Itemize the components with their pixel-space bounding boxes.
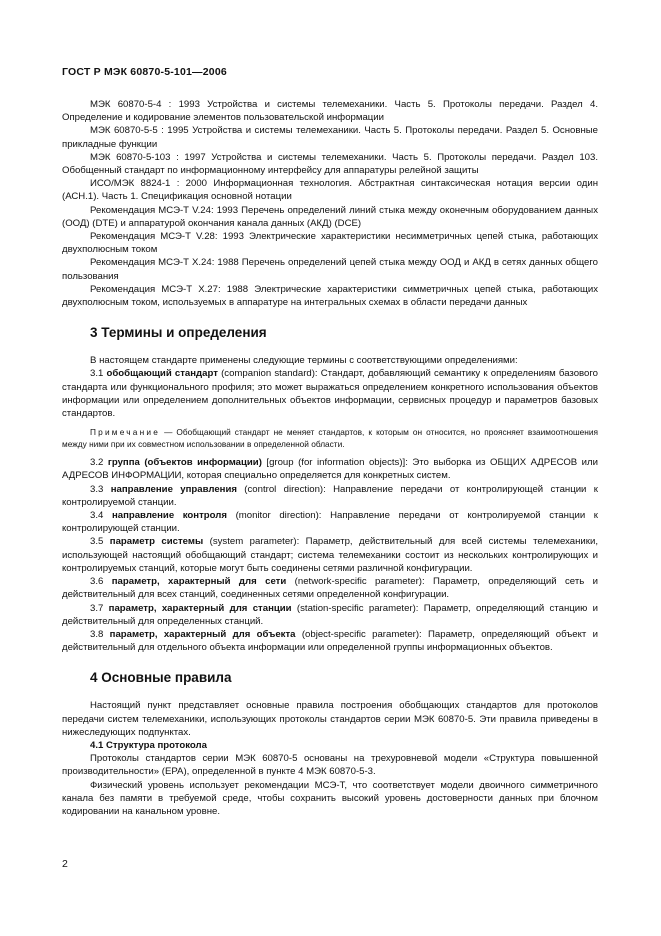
definition-term: направление управления xyxy=(110,483,237,495)
reference-item: МЭК 60870-5-4 : 1993 Устройства и системы телемеханики. Часть 5. Протоколы передачи. Раздел 4. Определение и кодирование элементов пользовательской информации xyxy=(62,99,598,124)
definition-3-8 xyxy=(62,628,598,654)
section-3-heading: 3 Термины и определения xyxy=(90,325,267,341)
definition-term: обобщающий стандарт xyxy=(106,368,218,380)
definition-term: параметр системы xyxy=(109,536,204,548)
definition-text: (monitor direction): Направление передачи от контролируемой станции к контролирующей станции. xyxy=(62,510,598,535)
definition-number: 3.8 xyxy=(90,628,110,640)
definition-term: параметр, характерный для объекта xyxy=(109,628,296,640)
reference-item: МЭК 60870-5-5 : 1995 Устройства и системы телемеханики. Часть 5. Протоколы передачи. Раздел 5. Основные прикладные функции xyxy=(62,125,598,150)
subsection-4-1-heading: 4.1 Структура протокола xyxy=(90,739,207,751)
definition-text: (network-specific parameter): Параметр, определяющий сеть и действительный для всех станций, соединенных сетями определенной конфигурации. xyxy=(62,576,598,601)
reference-item: Рекомендация МСЭ-Т X.24: 1988 Перечень определений цепей стыка между ООД и АКД в сетях данных общего пользования xyxy=(62,257,598,282)
definition-3-1 xyxy=(62,367,598,420)
definition-3-6 xyxy=(62,575,598,601)
definition-term: группа (объектов информации) xyxy=(107,457,262,469)
definition-text: (companion standard): Стандарт, добавляющий семантику к определениям базового стандарта или функционального профиля; это может выражаться определением конкретного использования объектов информации или определением дополнительных объектов информации, сервисных процедур и параметров базовых стандартов. xyxy=(62,368,599,420)
definition-text: (object-specific parameter): Параметр, определяющий объект и действительный для отдельного объекта информации или определенной группы информационных объектов. xyxy=(62,628,598,654)
note xyxy=(62,426,598,450)
subsection-4-1-paragraph: Физический уровень использует рекомендации МСЭ-Т, что соответствует модели двоичного симметричного канала без памяти в требуемой среде, чтобы сохранить высокий уровень достоверности данных при блочном кодировании на канальном уровне. xyxy=(62,779,598,817)
subsection-4-1-paragraph: Протоколы стандартов серии МЭК 60870-5 основаны на трехуровневой модели «Структура повышенной производительности» (EPA), определенной в пункте 4 МЭК 60870-5-3. xyxy=(62,753,598,778)
page-header: ГОСТ Р МЭК 60870-5-101—2006 xyxy=(62,66,227,78)
reference-item: ИСО/МЭК 8824-1 : 2000 Информационная технология. Абстрактная синтаксическая нотация версии один (АСН.1). Часть 1. Спецификация основной нотации xyxy=(62,178,598,203)
definition-number: 3.6 xyxy=(90,576,112,588)
definition-3-5 xyxy=(62,535,598,575)
definition-number: 3.1 xyxy=(90,368,107,380)
definition-term: направление контроля xyxy=(111,510,227,522)
definition-3-2 xyxy=(62,456,598,482)
section-4-heading: 4 Основные правила xyxy=(90,670,232,686)
reference-item: Рекомендация МСЭ-Т X.27: 1988 Электрические характеристики симметричных цепей стыка, работающих двухполюсным током, используемых в аппаратуре на интегральных схемах в области передачи данных xyxy=(62,283,598,309)
reference-item: Рекомендация МСЭ-Т V.28: 1993 Электрические характеристики несимметричных цепей стыка, работающих двухполюсным током xyxy=(62,231,598,256)
definition-text: (control direction): Направление передачи от контролирующей станции к контролируемой станции. xyxy=(62,483,598,508)
references-list xyxy=(62,98,598,309)
definition-term: параметр, характерный для сети xyxy=(111,576,287,588)
definition-number: 3.3 xyxy=(90,483,111,495)
definition-text: (station-specific parameter): Параметр, определяющий станцию и действительный для определенных станций. xyxy=(62,602,598,627)
definition-text: (system parameter): Параметр, действительный для всей системы телемеханики, использующей настоящий обобщающий стандарт; система телемеханики состоит из нескольких контролирующих и контролируемых станций, которые могут быть соединены сетями различной конфигурации. xyxy=(62,536,598,574)
section-3-intro: В настоящем стандарте применены следующие термины с соответствующими определениями: xyxy=(90,355,518,367)
definition-3-7 xyxy=(62,602,598,628)
reference-item: МЭК 60870-5-103 : 1997 Устройства и системы телемеханики. Часть 5. Протоколы передачи. Раздел 103. Обобщенный стандарт по информационному интерфейсу для аппаратуры релейной защиты xyxy=(62,151,598,177)
definition-term: параметр, характерный для станции xyxy=(108,602,292,614)
definition-3-3 xyxy=(62,483,598,509)
note-label: Примечание xyxy=(90,427,161,438)
page-content xyxy=(62,98,598,818)
definition-3-4 xyxy=(62,509,598,535)
definition-number: 3.4 xyxy=(90,510,112,522)
definition-number: 3.7 xyxy=(90,602,109,614)
definition-number: 3.2 xyxy=(90,457,108,469)
definition-text: [group (for information objects)]: Это выборка из ОБЩИХ АДРЕСОВ или АДРЕСОВ ИНФОРМАЦИИ, которая специально определяется для конкретных систем. xyxy=(62,457,598,482)
section-4-intro: Настоящий пункт представляет основные правила построения обобщающих стандартов для протоколов передачи систем телемеханики, использующих протоколы стандартов серии МЭК 60870-5. Эти правила приведены в нижеследующих подпунктах. xyxy=(62,700,598,738)
note-text: — Обобщающий стандарт не меняет стандартов, к которым он относится, но проясняет взаимоотношения между ними при их совместном использовании в определенной области. xyxy=(62,427,598,450)
reference-item: Рекомендация МСЭ-Т V.24: 1993 Перечень определений линий стыка между оконечным оборудованием данных (ООД) (DTE) и аппаратурой окончания канала данных (АКД) (DCE) xyxy=(62,204,598,229)
definition-number: 3.5 xyxy=(90,536,110,548)
page-number: 2 xyxy=(62,858,68,870)
